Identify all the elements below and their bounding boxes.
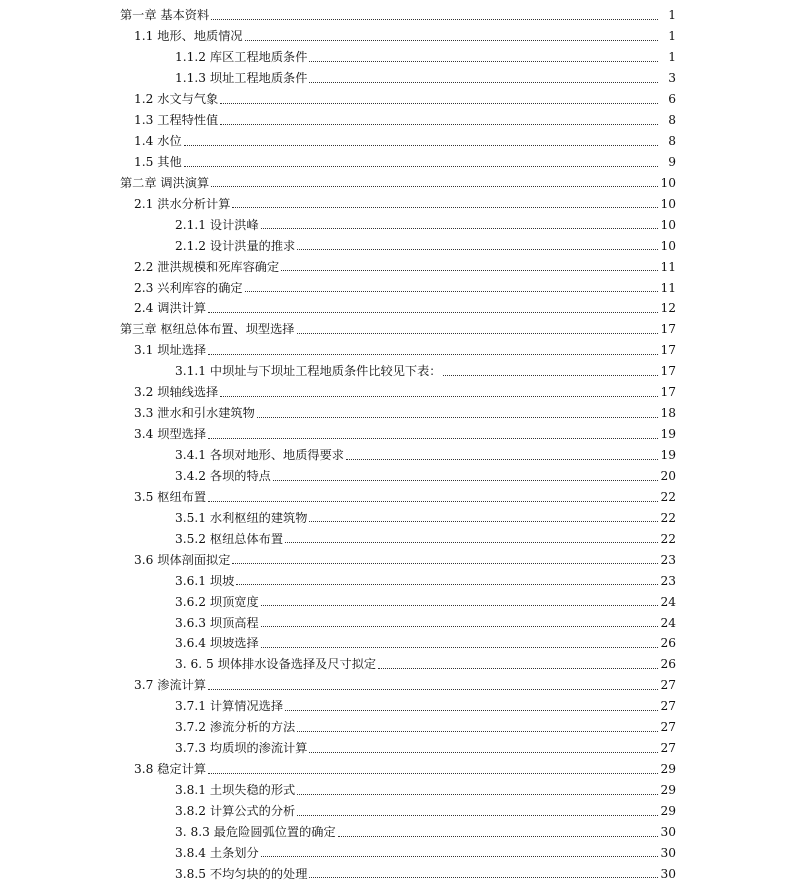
toc-page-number: 1 xyxy=(668,8,676,23)
toc-entry-label: 第二章 调洪演算 xyxy=(120,175,210,190)
toc-page-number: 23 xyxy=(660,573,676,588)
toc-page-number: 1 xyxy=(668,29,676,44)
toc-entry-label: 2.4 调洪计算 xyxy=(134,301,207,316)
toc-page-number: 29 xyxy=(660,783,676,798)
toc-page-number: 17 xyxy=(660,343,676,358)
toc-entry-label: 2.3 兴利库容的确定 xyxy=(134,280,243,295)
dot-leader xyxy=(443,375,658,376)
toc-entry-label: 3.8.4 土条划分 xyxy=(175,845,259,860)
toc-page-number: 26 xyxy=(660,657,676,672)
toc-entry-label: 1.1.3 坝址工程地质条件 xyxy=(175,71,308,86)
toc-section-entry[interactable] xyxy=(0,298,793,319)
toc-page-number: 17 xyxy=(660,385,676,400)
dot-leader xyxy=(211,19,658,20)
toc-section-entry[interactable] xyxy=(0,152,793,173)
dot-leader xyxy=(261,626,658,627)
toc-subsection-entry[interactable] xyxy=(0,863,793,884)
toc-page-number: 8 xyxy=(668,133,676,148)
dot-leader xyxy=(220,103,658,104)
toc-section-entry[interactable] xyxy=(0,256,793,277)
dot-leader xyxy=(208,354,658,355)
dot-leader xyxy=(245,291,658,292)
toc-entry-label: 3.8.1 土坝失稳的形式 xyxy=(175,783,296,798)
toc-page-number: 23 xyxy=(660,552,676,567)
toc-page-number: 19 xyxy=(660,427,676,442)
toc-page-number: 30 xyxy=(660,824,676,839)
dot-leader xyxy=(261,228,658,229)
toc-subsection-entry[interactable] xyxy=(0,780,793,801)
toc-entry-label: 3.1 坝址选择 xyxy=(134,343,207,358)
toc-page-number: 6 xyxy=(668,92,676,107)
toc-entry-label: 3.6 坝体剖面拟定 xyxy=(134,552,231,567)
toc-page-number: 27 xyxy=(660,720,676,735)
dot-leader xyxy=(245,40,658,41)
dot-leader xyxy=(285,710,658,711)
dot-leader xyxy=(232,563,658,564)
dot-leader xyxy=(208,501,658,502)
toc-subsection-entry[interactable] xyxy=(0,68,793,89)
toc-page-number: 26 xyxy=(660,636,676,651)
toc-entry-label: 3.8.2 计算公式的分析 xyxy=(175,803,296,818)
toc-entry-label: 3.7 渗流计算 xyxy=(134,678,207,693)
dot-leader xyxy=(208,773,658,774)
toc-page-number: 17 xyxy=(660,322,676,337)
toc-subsection-entry[interactable] xyxy=(0,738,793,759)
dot-leader xyxy=(184,145,658,146)
toc-chapter-entry[interactable] xyxy=(0,319,793,340)
toc-page-number: 27 xyxy=(660,741,676,756)
toc-entry-label: 2.2 泄洪规模和死库容确定 xyxy=(134,259,280,274)
dot-leader xyxy=(261,605,658,606)
toc-page-number: 20 xyxy=(660,468,676,483)
toc-section-entry[interactable] xyxy=(0,424,793,445)
toc-section-entry[interactable] xyxy=(0,131,793,152)
toc-page-number: 24 xyxy=(660,615,676,630)
toc-subsection-entry[interactable] xyxy=(0,361,793,382)
dot-leader xyxy=(208,689,658,690)
toc-page-number: 9 xyxy=(668,154,676,169)
toc-subsection-entry[interactable] xyxy=(0,591,793,612)
toc-subsection-entry[interactable] xyxy=(0,843,793,864)
toc-entry-label: 3.8.5 不均匀块的的处理 xyxy=(175,866,308,881)
toc-entry-label: 3.7.3 均质坝的渗流计算 xyxy=(175,741,308,756)
toc-subsection-entry[interactable] xyxy=(0,633,793,654)
toc-entry-label: 3.4.1 各坝对地形、地质得要求 xyxy=(175,448,344,463)
toc-entry-label: 3.6.4 坝坡选择 xyxy=(175,636,259,651)
toc-entry-label: 2.1.2 设计洪量的推求 xyxy=(175,238,296,253)
table-of-contents xyxy=(0,5,793,884)
dot-leader xyxy=(261,856,658,857)
dot-leader xyxy=(257,417,658,418)
toc-page-number: 10 xyxy=(660,175,676,190)
toc-entry-label: 3.2 坝轴线选择 xyxy=(134,385,219,400)
toc-section-entry[interactable] xyxy=(0,487,793,508)
toc-page-number: 18 xyxy=(660,406,676,421)
toc-section-entry[interactable] xyxy=(0,193,793,214)
toc-page-number: 12 xyxy=(660,301,676,316)
toc-section-entry[interactable] xyxy=(0,759,793,780)
dot-leader xyxy=(281,270,658,271)
toc-page-number: 11 xyxy=(660,259,676,274)
toc-page-number: 22 xyxy=(660,489,676,504)
toc-section-entry[interactable] xyxy=(0,340,793,361)
toc-entry-label: 2.1 洪水分析计算 xyxy=(134,196,231,211)
toc-page-number: 24 xyxy=(660,594,676,609)
toc-section-entry[interactable] xyxy=(0,549,793,570)
dot-leader xyxy=(338,836,658,837)
toc-subsection-entry[interactable] xyxy=(0,822,793,843)
toc-entry-label: 第一章 基本资料 xyxy=(120,8,210,23)
toc-entry-label: 3.7.2 渗流分析的方法 xyxy=(175,720,296,735)
toc-page-number: 22 xyxy=(660,531,676,546)
toc-subsection-entry[interactable] xyxy=(0,801,793,822)
dot-leader xyxy=(309,82,658,83)
toc-subsection-entry[interactable] xyxy=(0,570,793,591)
dot-leader xyxy=(220,396,658,397)
toc-subsection-entry[interactable] xyxy=(0,214,793,235)
toc-subsection-entry[interactable] xyxy=(0,612,793,633)
dot-leader xyxy=(297,333,659,334)
toc-entry-label: 3.6.3 坝顶高程 xyxy=(175,615,259,630)
dot-leader xyxy=(261,647,658,648)
dot-leader xyxy=(378,668,658,669)
toc-page-number: 17 xyxy=(660,364,676,379)
dot-leader xyxy=(273,480,658,481)
toc-entry-label: 第三章 枢纽总体布置、坝型选择 xyxy=(120,322,295,337)
toc-section-entry[interactable] xyxy=(0,110,793,131)
toc-entry-label: 3.5.2 枢纽总体布置 xyxy=(175,531,284,546)
toc-subsection-entry[interactable] xyxy=(0,466,793,487)
toc-section-entry[interactable] xyxy=(0,382,793,403)
toc-entry-label: 2.1.1 设计洪峰 xyxy=(175,217,259,232)
toc-page-number: 3 xyxy=(668,71,676,86)
toc-entry-label: 3.7.1 计算情况选择 xyxy=(175,699,284,714)
dot-leader xyxy=(297,249,658,250)
toc-entry-label: 1.5 其他 xyxy=(134,154,182,169)
dot-leader xyxy=(232,207,658,208)
toc-entry-label: 1.3 工程特性值 xyxy=(134,113,219,128)
dot-leader xyxy=(211,186,658,187)
toc-page-number: 8 xyxy=(668,113,676,128)
dot-leader xyxy=(220,124,658,125)
toc-subsection-entry[interactable] xyxy=(0,235,793,256)
toc-section-entry[interactable] xyxy=(0,89,793,110)
toc-entry-label: 3.1.1 中坝址与下坝址工程地质条件比较见下表： xyxy=(175,364,442,379)
toc-subsection-entry[interactable] xyxy=(0,696,793,717)
dot-leader xyxy=(297,815,658,816)
toc-page-number: 19 xyxy=(660,448,676,463)
toc-page-number: 10 xyxy=(660,238,676,253)
toc-subsection-entry[interactable] xyxy=(0,528,793,549)
toc-entry-label: 3.5 枢纽布置 xyxy=(134,489,207,504)
toc-page-number: 27 xyxy=(660,699,676,714)
toc-entry-label: 3.4 坝型选择 xyxy=(134,427,207,442)
dot-leader xyxy=(297,731,658,732)
dot-leader xyxy=(184,166,658,167)
toc-entry-label: 3.4.2 各坝的特点 xyxy=(175,468,271,483)
toc-subsection-entry[interactable] xyxy=(0,445,793,466)
toc-page-number: 10 xyxy=(660,217,676,232)
toc-page-number: 30 xyxy=(660,845,676,860)
dot-leader xyxy=(346,459,658,460)
toc-entry-label: 3.6.1 坝坡 xyxy=(175,573,235,588)
toc-page-number: 29 xyxy=(660,803,676,818)
toc-entry-label: 1.1 地形、地质情况 xyxy=(134,29,243,44)
toc-page-number: 11 xyxy=(660,280,676,295)
toc-entry-label: 3.3 泄水和引水建筑物 xyxy=(134,406,255,421)
toc-section-entry[interactable] xyxy=(0,403,793,424)
toc-page-number: 1 xyxy=(668,50,676,65)
toc-entry-label: 3. 6. 5 坝体排水设备选择及尺寸拟定 xyxy=(175,657,377,672)
toc-chapter-entry[interactable] xyxy=(0,5,793,26)
toc-subsection-entry[interactable] xyxy=(0,508,793,529)
toc-page-number: 30 xyxy=(660,866,676,881)
toc-page-number: 29 xyxy=(660,762,676,777)
toc-subsection-entry[interactable] xyxy=(0,654,793,675)
dot-leader xyxy=(208,438,658,439)
toc-section-entry[interactable] xyxy=(0,675,793,696)
dot-leader xyxy=(285,542,658,543)
dot-leader xyxy=(236,584,658,585)
dot-leader xyxy=(297,794,658,795)
dot-leader xyxy=(208,312,658,313)
toc-entry-label: 3.6.2 坝顶宽度 xyxy=(175,594,259,609)
toc-entry-label: 1.4 水位 xyxy=(134,133,182,148)
toc-subsection-entry[interactable] xyxy=(0,717,793,738)
toc-section-entry[interactable] xyxy=(0,277,793,298)
toc-section-entry[interactable] xyxy=(0,26,793,47)
toc-entry-label: 1.1.2 库区工程地质条件 xyxy=(175,50,308,65)
toc-entry-label: 3.8 稳定计算 xyxy=(134,762,207,777)
toc-entry-label: 1.2 水文与气象 xyxy=(134,92,219,107)
toc-page-number: 22 xyxy=(660,510,676,525)
toc-subsection-entry[interactable] xyxy=(0,47,793,68)
toc-entry-label: 3.5.1 水利枢纽的建筑物 xyxy=(175,510,308,525)
toc-page-number: 10 xyxy=(660,196,676,211)
dot-leader xyxy=(309,521,658,522)
dot-leader xyxy=(309,752,658,753)
toc-entry-label: 3. 8.3 最危险圆弧位置的确定 xyxy=(175,824,336,839)
toc-chapter-entry[interactable] xyxy=(0,173,793,194)
toc-page-number: 27 xyxy=(660,678,676,693)
dot-leader xyxy=(309,61,658,62)
